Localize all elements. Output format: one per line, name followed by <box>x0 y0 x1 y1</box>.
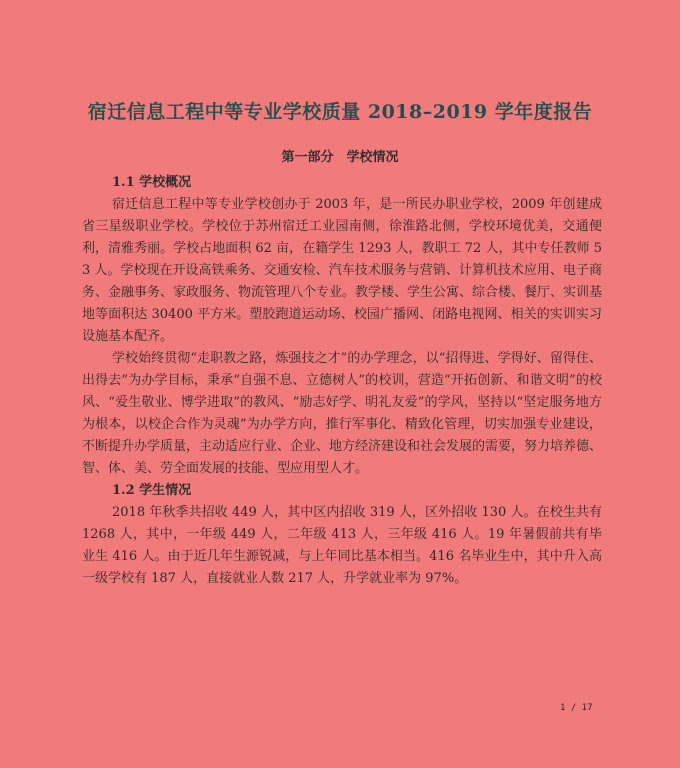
paragraph-student-info: 2018 年秋季共招收 449 人，其中区内招收 319 人，区外招收 130 人。在校生共有 1268 人，其中，一年级 449 人，二年级 413 人，三年级 416 人。19 年暑假前共有毕业生 416 人。由于近几年生源锐减，与上年同比基本相当。416 名毕业生中，其中升入高一级学校有 187 人，直接就业人数 217 人，升学就业率为 97%。 <box>82 505 602 586</box>
section-heading-school-overview: 1.1 学校概况 <box>112 175 192 190</box>
paragraph-school-overview: 宿迁信息工程中等专业学校创办于 2003 年，是一所民办职业学校，2009 年创建成省三星级职业学校。学校位于苏州宿迁工业园南侧，徐淮路北侧，学校环境优美，交通便利，清雅秀丽。学校占地面积 62 亩，在籍学生 1293 人，教职工 72 人，其中专任教师 53 人。学校现在开设高铁乘务、交通安检、汽车技术服务与营销、计算机技术应用、电子商务、金融事务、家政服务、物流管理八个专业。教学楼、学生公寓、综合楼、餐厅、实训基地等面积达 30400 平方米。塑胶跑道运动场、校园广播网、闭路电视网、相关的实训实习设施基本配齐。 <box>82 197 603 344</box>
document-body <box>82 172 602 590</box>
page-number: 1 / 17 <box>560 703 593 713</box>
document-title: 宿迁信息工程中等专业学校质量 2018–2019 学年度报告 <box>87 101 593 123</box>
part-heading: 第一部分 学校情况 <box>281 150 399 165</box>
section-heading-student-info: 1.2 学生情况 <box>112 483 192 498</box>
paragraph-school-philosophy: 学校始终贯彻“走职教之路，炼强技之才”的办学理念，以“招得进、学得好、留得住、出得去”为办学目标，秉承“自强不息、立德树人”的校训，营造“开拓创新、和谐文明”的校风、“爱生敬业、博学进取”的教风、“励志好学、明礼友爱”的学风，坚持以“坚定服务地方为根本，以校企合作为灵魂”为办学方向，推行军事化、精致化管理，切实加强专业建设，不断提升办学质量，主动适应行业、企业、地方经济建设和社会发展的需要，努力培养德、智、体、美、劳全面发展的技能、型应用型人才。 <box>82 351 603 476</box>
